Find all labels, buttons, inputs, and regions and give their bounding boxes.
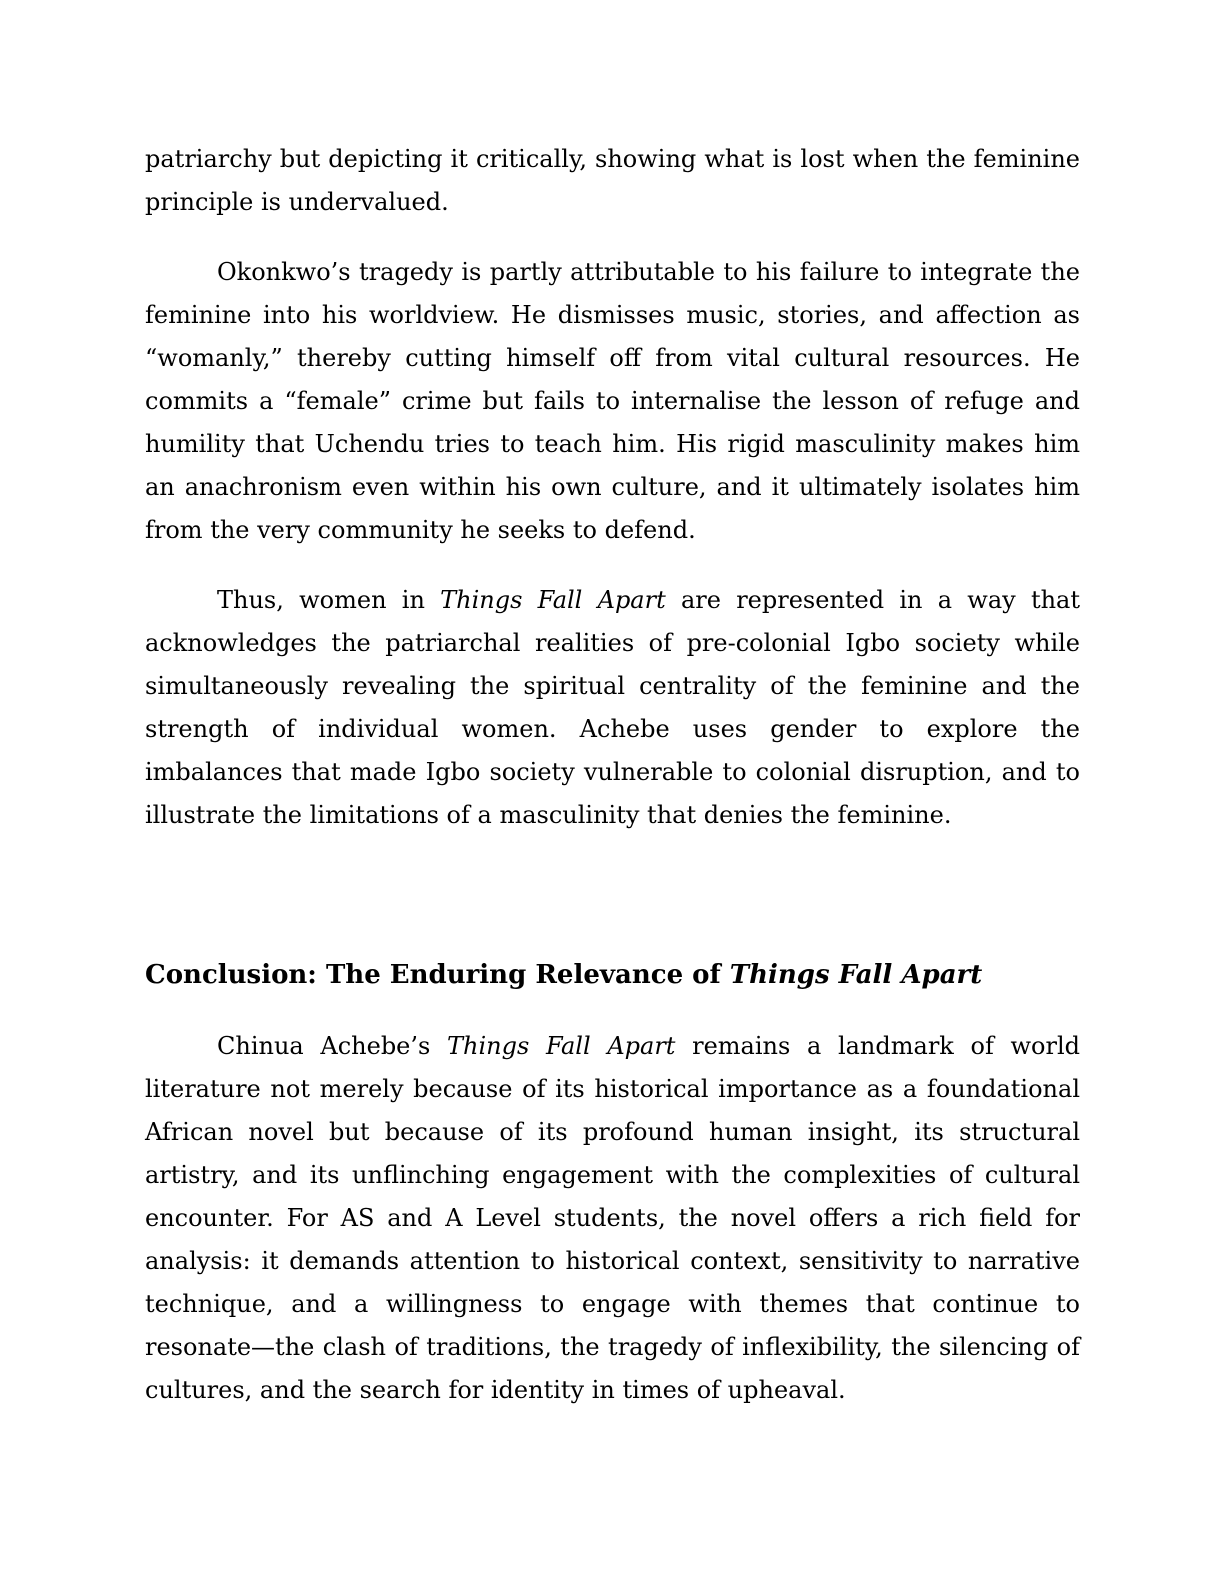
paragraph-conclusion-body <box>145 1025 1080 1412</box>
book-title: Things Fall Apart <box>729 960 983 990</box>
section-heading-conclusion <box>145 955 1080 995</box>
text-segment: are represented in a way that acknowledges the patriarchal realities of pre-colonial Igbo society while simultaneously revealing the spiritual centrality of the feminine and the strength of individual women. Achebe uses gender to explore the imbalances that made Igbo society vulnerable to colonial disruption, and to illustrate the limitations of a masculinity that denies the feminine. <box>145 586 1080 829</box>
heading-text-segment: Conclusion: The Enduring Relevance of <box>145 960 730 990</box>
paragraph-okonkwo-tragedy: Okonkwo’s tragedy is partly attributable to his failure to integrate the feminine into his worldview. He dismisses music, stories, and affection as “womanly,” thereby cutting himself off from vital cultural resources. He commits a “female” crime but fails to internalise the lesson of refuge and humility that Uchendu tries to teach him. His rigid masculinity makes him an anachronism even within his own culture, and it ultimately isolates him from the very community he seeks to defend. <box>145 258 1080 544</box>
text-segment: remains a landmark of world literature not merely because of its historical importance as a foundational African novel but because of its profound human insight, its structural artistry, and its unflinching engagement with the complexities of cultural encounter. For AS and A Level students, the novel offers a rich field for analysis: it demands attention to historical context, sensitivity to narrative technique, and a willingness to engage with themes that continue to resonate—the clash of traditions, the tragedy of inflexibility, the silencing of cultures, and the search for identity in times of upheaval. <box>145 1032 1081 1404</box>
text-segment: Thus, women in <box>217 586 441 614</box>
book-title: Things Fall Apart <box>440 586 666 614</box>
paragraph-continuation: patriarchy but depicting it critically, showing what is lost when the feminine principle is undervalued. <box>145 145 1080 216</box>
text-segment: Chinua Achebe’s <box>217 1032 448 1060</box>
paragraph-women-representation <box>145 579 1080 837</box>
book-title: Things Fall Apart <box>447 1032 676 1060</box>
